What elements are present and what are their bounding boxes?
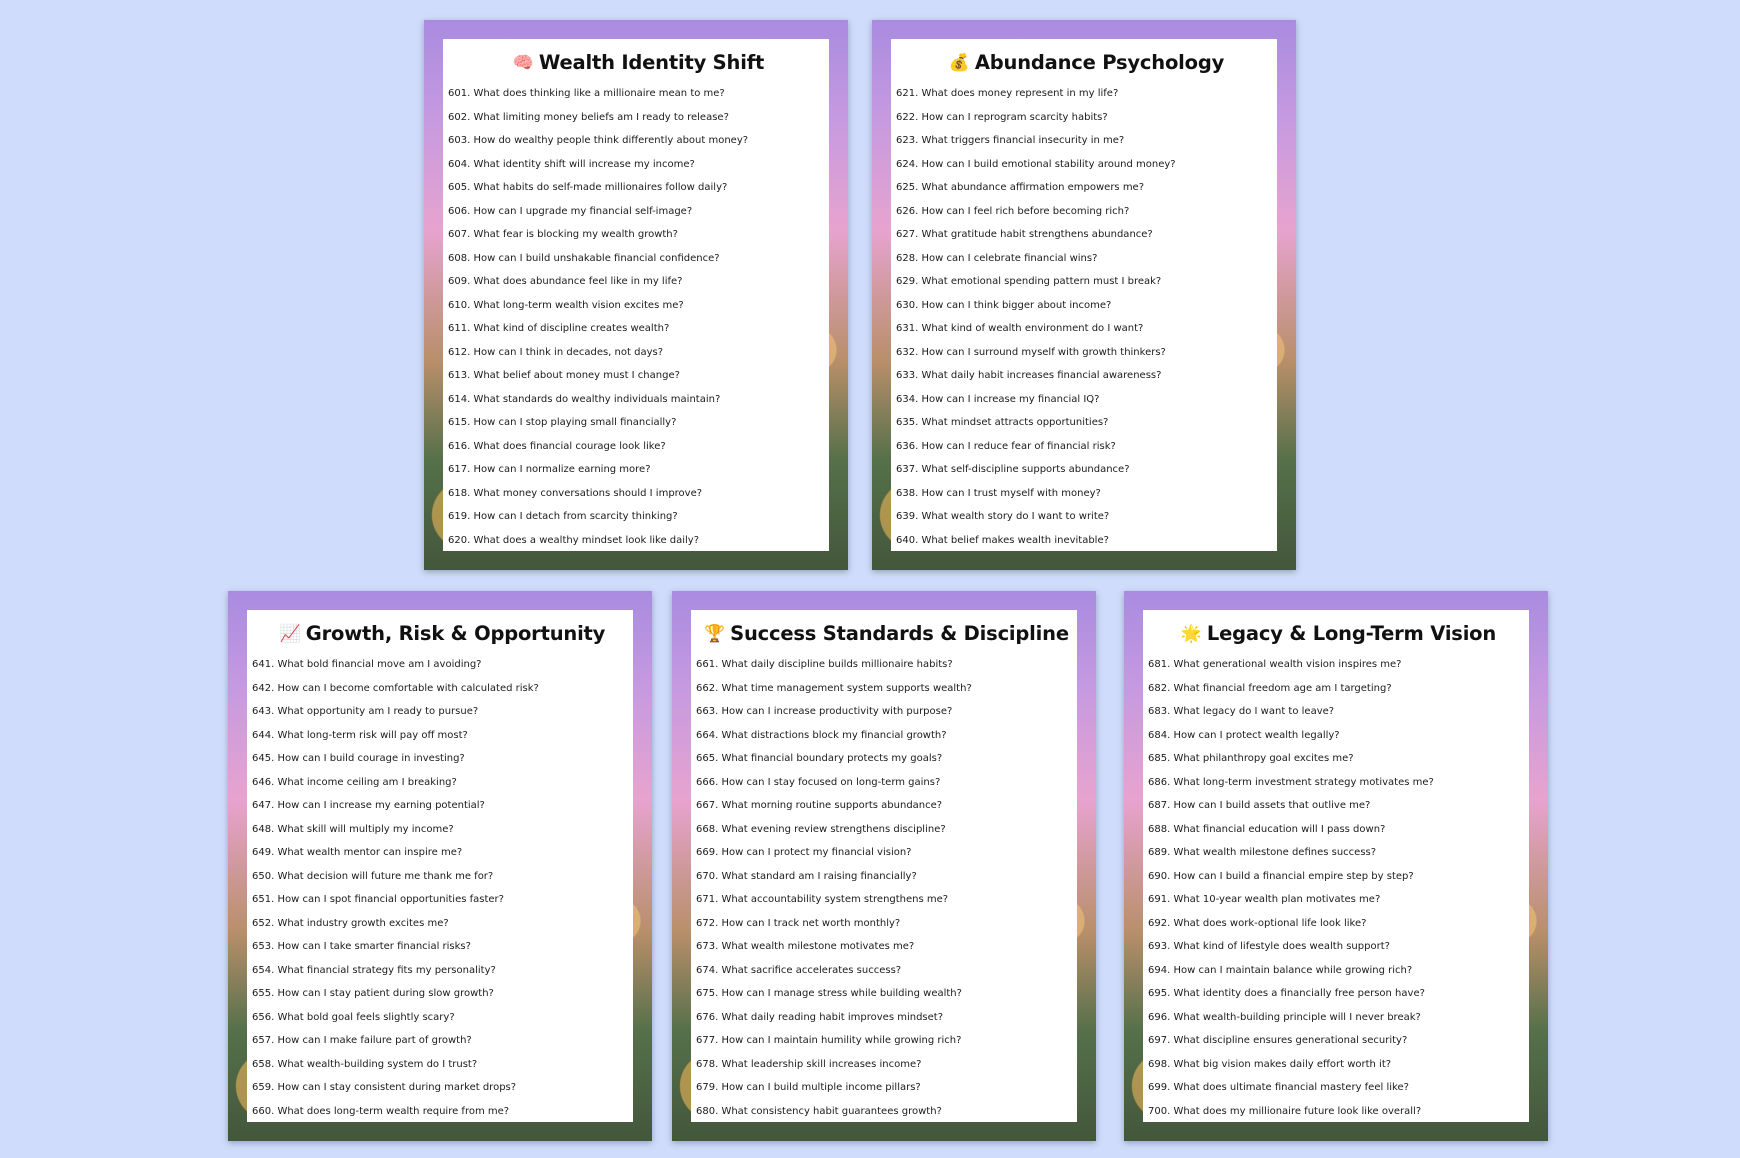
worksheet-sheet [1143, 610, 1529, 1122]
star-icon: 🌟 [1180, 624, 1202, 644]
worksheet-sheet [247, 610, 633, 1122]
list-item: 695. What identity does a financially free person have? [1148, 988, 1425, 999]
question-list [252, 658, 633, 1122]
list-item: 664. What distractions block my financial growth? [696, 729, 947, 741]
list-item: 632. How can I surround myself with growth thinkers? [896, 346, 1166, 358]
list-item: 609. What does abundance feel like in my life? [448, 276, 683, 287]
list-item: 656. What bold goal feels slightly scary? [252, 1011, 455, 1023]
worksheet-sheet [691, 610, 1077, 1122]
worksheet-abundance-psychology [872, 20, 1296, 570]
list-item: 620. What does a wealthy mindset look like daily? [448, 534, 700, 546]
list-item: 641. What bold financial move am I avoiding? [252, 659, 482, 670]
list-item: 640. What belief makes wealth inevitable? [896, 534, 1109, 546]
trophy-icon: 🏆 [704, 624, 726, 644]
list-item: 684. How can I protect wealth legally? [1148, 729, 1340, 741]
list-item: 638. How can I trust myself with money? [896, 487, 1101, 499]
list-item: 677. How can I maintain humility while growing rich? [696, 1035, 962, 1046]
list-item: 643. What opportunity am I ready to pursue? [252, 706, 479, 717]
list-item: 693. What kind of lifestyle does wealth support? [1148, 941, 1390, 952]
question-list [1148, 658, 1529, 1122]
list-item: 648. What skill will multiply my income? [252, 823, 454, 835]
list-item: 670. What standard am I raising financially? [696, 870, 917, 882]
brain-icon: 🧠 [512, 53, 534, 73]
list-item: 639. What wealth story do I want to write? [896, 511, 1110, 522]
list-item: 655. How can I stay patient during slow growth? [252, 988, 494, 999]
list-item: 644. What long-term risk will pay off most? [252, 729, 468, 741]
list-item: 621. What does money represent in my life? [896, 88, 1119, 99]
list-item: 642. How can I become comfortable with calculated risk? [252, 682, 539, 694]
list-item: 629. What emotional spending pattern must I break? [896, 276, 1162, 287]
worksheet-title: 🏆 Success Standards & Discipline [696, 620, 1077, 648]
list-item: 659. How can I stay consistent during market drops? [252, 1082, 517, 1093]
list-item: 606. How can I upgrade my financial self-image? [448, 205, 693, 217]
list-item: 650. What decision will future me thank me for? [252, 870, 494, 882]
list-item: 610. What long-term wealth vision excites me? [448, 299, 684, 311]
list-item: 617. How can I normalize earning more? [448, 464, 651, 475]
list-item: 636. How can I reduce fear of financial risk? [896, 440, 1116, 452]
list-item: 601. What does thinking like a millionaire mean to me? [448, 88, 725, 99]
worksheet-success-standards-discipline [672, 591, 1096, 1141]
list-item: 666. How can I stay focused on long-term gains? [696, 776, 941, 788]
list-item: 645. How can I build courage in investing? [252, 753, 465, 764]
worksheet-title: 🌟 Legacy & Long-Term Vision [1148, 620, 1529, 648]
list-item: 674. What sacrifice accelerates success? [696, 964, 902, 976]
list-item: 619. How can I detach from scarcity thinking? [448, 511, 678, 522]
list-item: 647. How can I increase my earning potential? [252, 800, 485, 811]
list-item: 672. How can I track net worth monthly? [696, 917, 901, 929]
list-item: 654. What financial strategy fits my personality? [252, 964, 496, 976]
list-item: 633. What daily habit increases financial awareness? [896, 370, 1162, 381]
question-list [896, 87, 1277, 551]
list-item: 697. What discipline ensures generational security? [1148, 1035, 1408, 1046]
money-bag-icon: 💰 [948, 53, 970, 73]
list-item: 634. How can I increase my financial IQ? [896, 393, 1100, 405]
list-item: 683. What legacy do I want to leave? [1148, 706, 1335, 717]
question-list [696, 658, 1077, 1122]
list-item: 627. What gratitude habit strengthens abundance? [896, 229, 1153, 240]
list-item: 618. What money conversations should I improve? [448, 487, 703, 499]
list-item: 646. What income ceiling am I breaking? [252, 776, 457, 788]
list-item: 698. What big vision makes daily effort worth it? [1148, 1058, 1392, 1070]
list-item: 682. What financial freedom age am I targeting? [1148, 682, 1392, 694]
list-item: 623. What triggers financial insecurity in me? [896, 135, 1125, 146]
question-list [448, 87, 829, 551]
list-item: 678. What leadership skill increases income? [696, 1058, 922, 1070]
worksheet-sheet [891, 39, 1277, 551]
list-item: 680. What consistency habit guarantees growth? [696, 1105, 942, 1117]
list-item: 696. What wealth-building principle will I never break? [1148, 1011, 1421, 1023]
list-item: 625. What abundance affirmation empowers me? [896, 182, 1145, 193]
list-item: 605. What habits do self-made millionaires follow daily? [448, 182, 728, 193]
worksheet-wealth-identity-shift [424, 20, 848, 570]
list-item: 628. How can I celebrate financial wins? [896, 252, 1098, 264]
list-item: 630. How can I think bigger about income? [896, 299, 1112, 311]
list-item: 690. How can I build a financial empire step by step? [1148, 870, 1414, 882]
list-item: 700. What does my millionaire future look like overall? [1148, 1105, 1422, 1117]
list-item: 679. How can I build multiple income pillars? [696, 1082, 921, 1093]
list-item: 673. What wealth milestone motivates me? [696, 941, 915, 952]
list-item: 668. What evening review strengthens discipline? [696, 823, 946, 835]
list-item: 653. How can I take smarter financial risks? [252, 941, 471, 952]
list-item: 662. What time management system supports wealth? [696, 682, 972, 694]
worksheet-growth-risk-opportunity [228, 591, 652, 1141]
list-item: 692. What does work-optional life look like? [1148, 917, 1367, 929]
list-item: 681. What generational wealth vision inspires me? [1148, 659, 1402, 670]
list-item: 631. What kind of wealth environment do I want? [896, 323, 1144, 334]
list-item: 649. What wealth mentor can inspire me? [252, 847, 463, 858]
list-item: 667. What morning routine supports abundance? [696, 800, 943, 811]
list-item: 688. What financial education will I pass down? [1148, 823, 1386, 835]
list-item: 687. How can I build assets that outlive me? [1148, 800, 1371, 811]
worksheet-title: 🧠 Wealth Identity Shift [448, 49, 829, 77]
list-item: 669. How can I protect my financial vision? [696, 847, 912, 858]
list-item: 635. What mindset attracts opportunities? [896, 417, 1109, 428]
list-item: 622. How can I reprogram scarcity habits? [896, 111, 1108, 123]
list-item: 603. How do wealthy people think differently about money? [448, 135, 749, 146]
list-item: 660. What does long-term wealth require from me? [252, 1105, 510, 1117]
list-item: 657. How can I make failure part of growth? [252, 1035, 472, 1046]
list-item: 602. What limiting money beliefs am I ready to release? [448, 111, 729, 123]
list-item: 661. What daily discipline builds millionaire habits? [696, 659, 953, 670]
list-item: 691. What 10-year wealth plan motivates me? [1148, 894, 1381, 905]
worksheet-title: 📈 Growth, Risk & Opportunity [252, 620, 633, 648]
list-item: 607. What fear is blocking my wealth growth? [448, 229, 678, 240]
list-item: 613. What belief about money must I change? [448, 370, 680, 381]
list-item: 614. What standards do wealthy individuals maintain? [448, 393, 721, 405]
list-item: 616. What does financial courage look like? [448, 440, 666, 452]
worksheet-sheet [443, 39, 829, 551]
list-item: 651. How can I spot financial opportunities faster? [252, 894, 504, 905]
list-item: 615. How can I stop playing small financially? [448, 417, 677, 428]
list-item: 624. How can I build emotional stability around money? [896, 158, 1176, 170]
list-item: 663. How can I increase productivity with purpose? [696, 706, 953, 717]
list-item: 658. What wealth-building system do I trust? [252, 1058, 478, 1070]
list-item: 637. What self-discipline supports abundance? [896, 464, 1130, 475]
list-item: 652. What industry growth excites me? [252, 917, 449, 929]
list-item: 671. What accountability system strengthens me? [696, 894, 949, 905]
list-item: 665. What financial boundary protects my goals? [696, 753, 943, 764]
list-item: 686. What long-term investment strategy motivates me? [1148, 776, 1434, 788]
list-item: 685. What philanthropy goal excites me? [1148, 753, 1354, 764]
worksheet-title: 💰 Abundance Psychology [896, 49, 1277, 77]
list-item: 604. What identity shift will increase my income? [448, 158, 695, 170]
list-item: 611. What kind of discipline creates wealth? [448, 323, 670, 334]
chart-up-icon: 📈 [279, 624, 301, 644]
list-item: 608. How can I build unshakable financial confidence? [448, 252, 720, 264]
list-item: 694. How can I maintain balance while growing rich? [1148, 964, 1413, 976]
list-item: 675. How can I manage stress while building wealth? [696, 988, 962, 999]
worksheet-legacy-long-term-vision [1124, 591, 1548, 1141]
list-item: 612. How can I think in decades, not days? [448, 346, 664, 358]
list-item: 689. What wealth milestone defines success? [1148, 847, 1377, 858]
list-item: 676. What daily reading habit improves mindset? [696, 1011, 944, 1023]
list-item: 626. How can I feel rich before becoming rich? [896, 205, 1130, 217]
list-item: 699. What does ultimate financial mastery feel like? [1148, 1082, 1409, 1093]
